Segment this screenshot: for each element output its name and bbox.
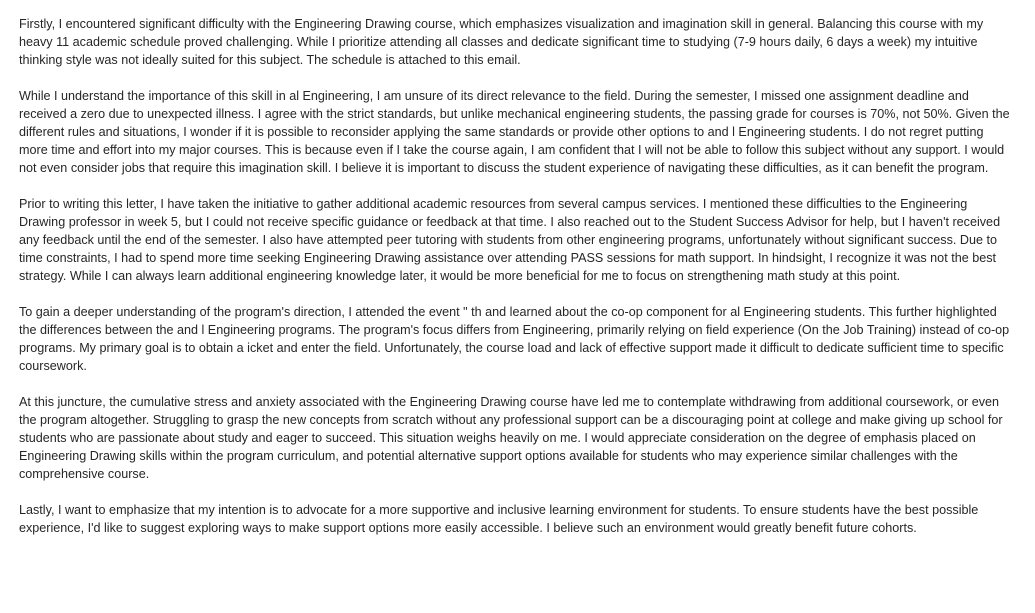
letter-body: [19, 15, 1014, 537]
paragraph-program-direction: To gain a deeper understanding of the program's direction, I attended the event " th and learned about the co-op component for al Engineering students. This further highlighted the differences between the and l Engineering programs. The program's focus differs from Engineering, primarily relying on field experience (On the Job Training) instead of co-op programs. My primary goal is to obtain a icket and enter the field. Unfortunately, the course load and lack of effective support made it difficult to dedicate sufficient time to specific coursework.: [19, 305, 1010, 373]
paragraph-closing: Lastly, I want to emphasize that my intention is to advocate for a more supportive and inclusive learning environment for students. To ensure students have the best possible experience, I'd like to suggest exploring ways to make support options more easily accessible. I believe such an environment would greatly benefit future cohorts.: [19, 503, 979, 535]
paragraph-course-difficulty: Firstly, I encountered significant difficulty with the Engineering Drawing course, which emphasizes visualization and imagination skill in general. Balancing this course with my heavy 11 academic schedule proved challenging. While I prioritize attending all classes and dedicate significant time to studying (7-9 hours daily, 6 days a week) my intuitive thinking style was not ideally suited for this subject. The schedule is attached to this email.: [19, 17, 984, 67]
paragraph-stress-impact: At this juncture, the cumulative stress and anxiety associated with the Engineering Drawing course have led me to contemplate withdrawing from additional coursework, or even the program altogether. Struggling to grasp the new concepts from scratch without any professional support can be a discouraging point at college and make giving up school for students who are passionate about study and eager to succeed. This situation weighs heavily on me. I would appreciate consideration on the degree of emphasis placed on Engineering Drawing skills within the program curriculum, and potential alternative support options available for students who may experience similar challenges with the comprehensive course.: [19, 395, 1003, 481]
paragraph-resources-sought: Prior to writing this letter, I have taken the initiative to gather additional academic resources from several campus services. I mentioned these difficulties to the Engineering Drawing professor in week 5, but I could not receive specific guidance or feedback at that time. I also reached out to the Student Success Advisor for help, but I haven't received any feedback until the end of the semester. I also have attempted peer tutoring with students from other engineering programs, unfortunately without significant success. Due to time constraints, I had to spend more time seeking Engineering Drawing assistance over attending PASS sessions for math support. In hindsight, I recognize it was not the best strategy. While I can always learn additional engineering knowledge later, it would be more beneficial for me to focus on strengthening math study at this point.: [19, 197, 1001, 283]
paragraph-skill-relevance: While I understand the importance of this skill in al Engineering, I am unsure of its direct relevance to the field. During the semester, I missed one assignment deadline and received a zero due to unexpected illness. I agree with the strict standards, but unlike mechanical engineering students, the passing grade for courses is 70%, not 50%. Given the different rules and situations, I wonder if it is possible to reconsider applying the same standards or provide other options to and l Engineering students. I do not regret putting more time and effort into my major courses. This is because even if I take the course again, I am confident that I will not be able to follow this subject without any support. I would not even consider jobs that require this imagination skill. I believe it is important to discuss the student experience of navigating these difficulties, as it can benefit the program.: [19, 89, 1010, 175]
